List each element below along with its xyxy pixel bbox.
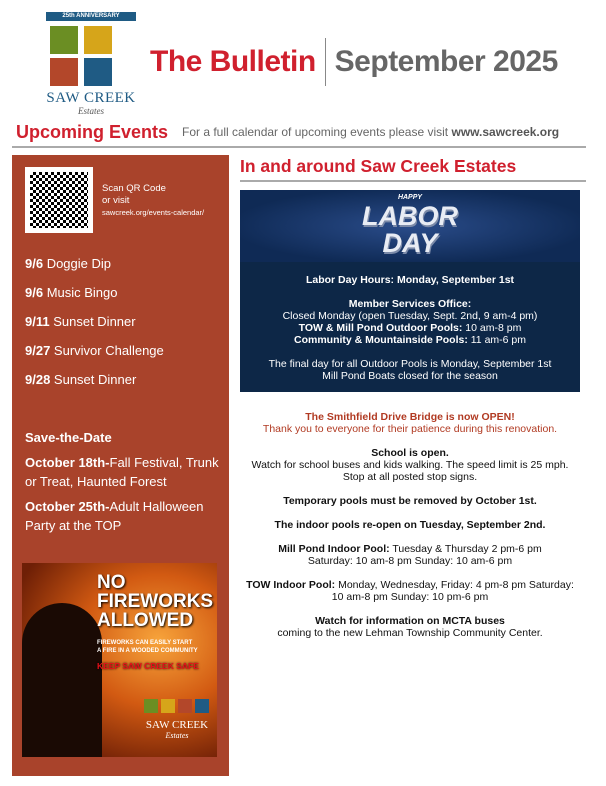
leaf-tile-icon: [50, 26, 78, 54]
snowflake-tile-icon: [84, 58, 112, 86]
tow-indoor-hours: TOW Indoor Pool: Monday, Wednesday, Friday: 4 pm-8 pm Saturday: 10 am-8 pm Sunday: 10 pm-6 pm: [246, 579, 574, 603]
qr-code[interactable]: [25, 167, 93, 233]
event-item: 9/6 Music Bingo: [25, 285, 118, 300]
saw-creek-logo: [40, 12, 142, 120]
poster-logo-tiles: [144, 699, 214, 713]
event-list: [25, 255, 225, 388]
school-notice: School is open. Watch for school buses and kids walking. The speed limit is 25 mph. Stop at all posted stop signs.: [251, 447, 569, 483]
labor-day-box: [240, 190, 580, 392]
calendar-note-text: For a full calendar of upcoming events please visit: [182, 125, 452, 139]
happy-text: HAPPY: [397, 194, 423, 201]
logo-wordmark: [40, 90, 142, 117]
events-sidebar: [12, 155, 229, 776]
event-item: 9/6 Doggie Dip: [25, 256, 112, 271]
bridge-notice: The Smithfield Drive Bridge is now OPEN! Thank you to everyone for their patience during this renovation.: [262, 411, 558, 435]
upcoming-events-heading: Upcoming Events: [16, 122, 169, 142]
maple-tile-icon: [50, 58, 78, 86]
anniversary-banner: 25th ANNIVERSARY: [46, 12, 136, 21]
no-fireworks-poster: [22, 563, 217, 757]
mill-pond-hours: Mill Pond Indoor Pool: Tuesday & Thursday 2 pm-6 pm Saturday: 10 am-8 pm Sunday: 10 am-6 pm: [278, 543, 542, 567]
poster-subtext: FIREWORKS CAN EASILY START A FIRE IN A WOODED COMMUNITY: [97, 640, 198, 654]
sun-tile-icon: [84, 26, 112, 54]
save-the-date-item: October 18th-Fall Festival, Trunk or Treat, Haunted Forest: [25, 455, 219, 489]
section-rule: [240, 180, 586, 182]
labor-day-banner: [240, 190, 580, 262]
firefighter-silhouette: [22, 603, 102, 757]
issue-date: September 2025: [334, 45, 558, 78]
community-news: [240, 411, 580, 651]
indoor-reopen-notice: The indoor pools re-open on Tuesday, September 2nd.: [274, 519, 546, 531]
website-link[interactable]: www.sawcreek.org: [451, 125, 560, 139]
save-the-date-item: October 25th-Adult Halloween Party at the TOP: [25, 499, 204, 533]
title-divider: [325, 38, 326, 86]
mcta-notice: Watch for information on MCTA buses coming to the new Lehman Township Community Center.: [277, 615, 543, 639]
qr-url[interactable]: sawcreek.org/events-calendar/: [102, 208, 205, 217]
event-item: 9/27 Survivor Challenge: [25, 343, 164, 358]
logo-name: SAW CREEK: [46, 90, 136, 106]
poster-logo: SAW CREEK Estates: [145, 719, 209, 740]
qr-caption: [102, 183, 226, 219]
event-item: 9/28 Sunset Dinner: [25, 372, 137, 387]
poster-slogan: KEEP SAW CREEK SAFE: [97, 661, 199, 671]
save-the-date-heading: Save-the-Date: [25, 430, 112, 445]
temp-pools-notice: Temporary pools must be removed by October 1st.: [283, 495, 537, 507]
poster-headline: NO FIREWORKS ALLOWED: [97, 572, 214, 631]
bulletin-title: The Bulletin: [150, 45, 316, 78]
event-item: 9/11 Sunset Dinner: [25, 314, 136, 329]
calendar-note: [182, 125, 559, 139]
qr-line1: Scan QR Code: [102, 183, 166, 194]
section-heading: In and around Saw Creek Estates: [240, 156, 517, 176]
qr-line2: or visit: [102, 195, 130, 206]
labor-day-title: LABOR DAY: [362, 201, 458, 258]
labor-day-hours: Labor Day Hours: Monday, September 1st Member Services Office: Closed Monday (open Tuesday, Sept. 2nd, 9 am-4 pm) TOW & Mill Pond Outdoor Pools: 10 am-8 pm Community & Mountainside Pools: 11 am-6 pm The final day for all Outdoor Pools is Monday, September 1st Mill Pond Boats closed for the season: [268, 274, 552, 382]
logo-sub: Estates: [78, 106, 104, 116]
save-the-date-section: [25, 429, 227, 535]
header-rule: [12, 146, 586, 148]
masthead: [150, 38, 558, 86]
